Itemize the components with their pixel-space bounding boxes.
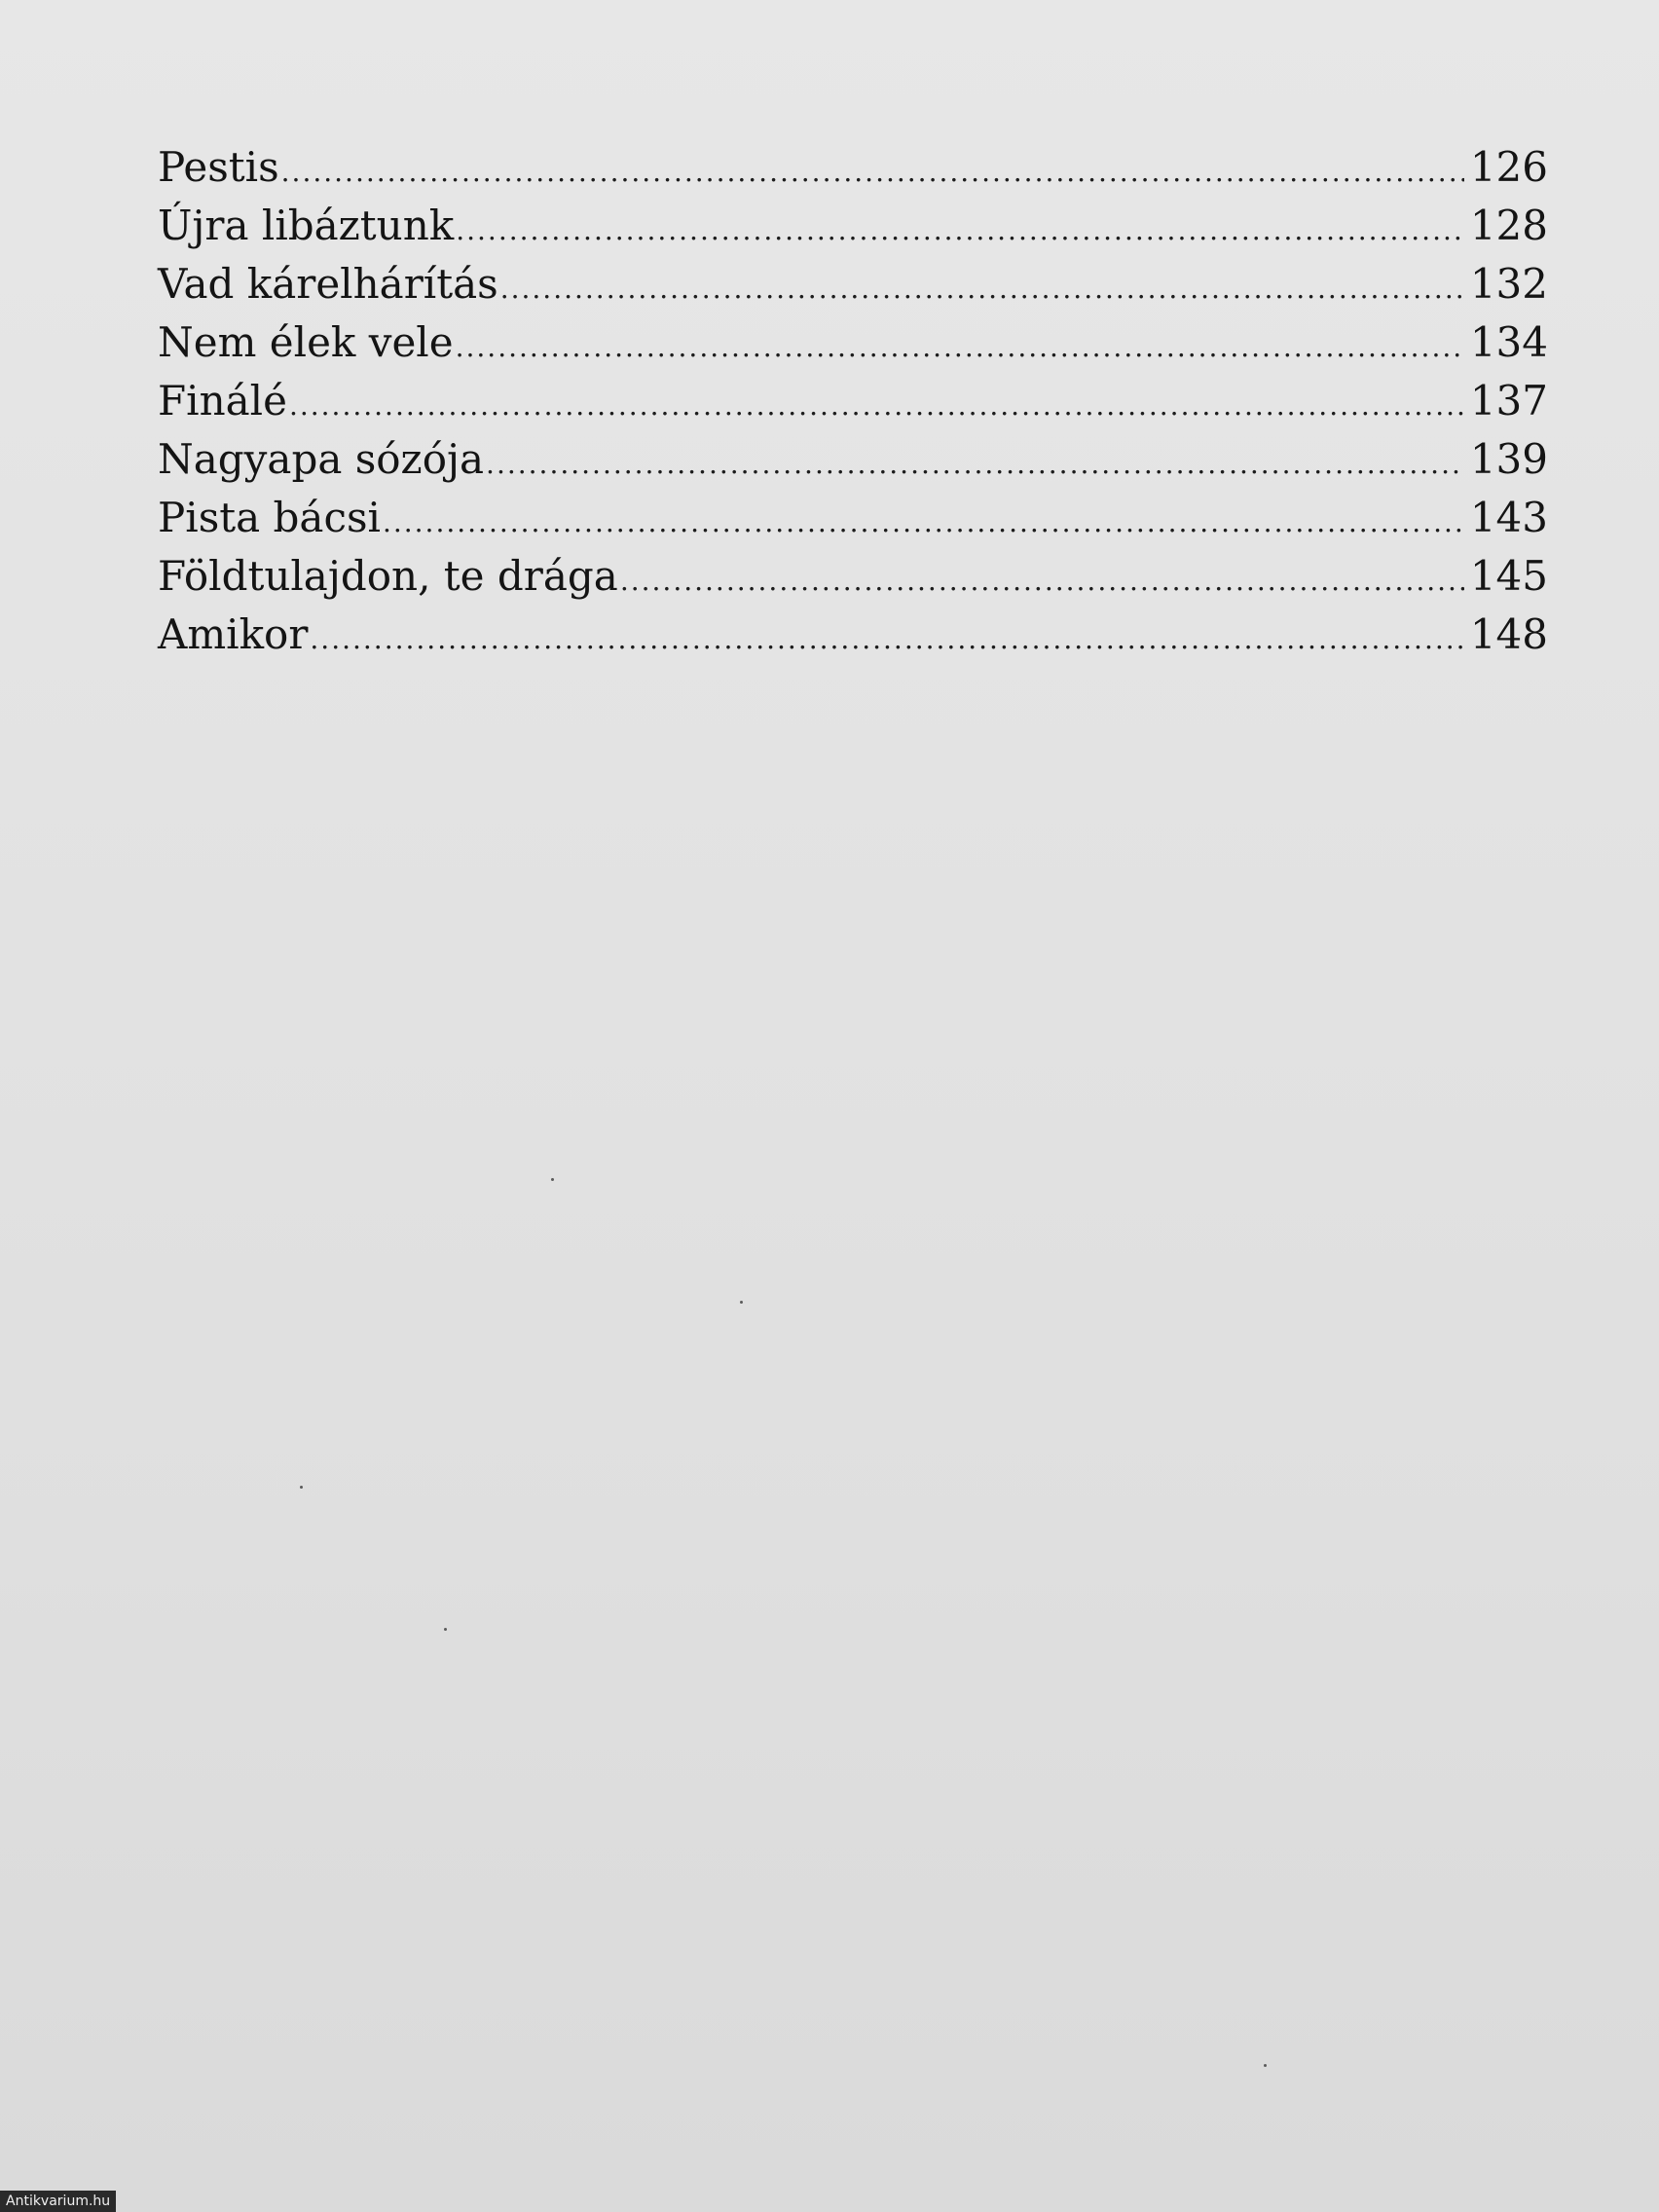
paper-speck <box>300 1486 303 1489</box>
toc-entry-page: 128 <box>1469 202 1548 249</box>
toc-entry-title: Pista bácsi <box>158 494 381 541</box>
toc-entry-page: 145 <box>1469 552 1548 600</box>
toc-leader-dots <box>289 377 1464 435</box>
toc-entry <box>158 255 1548 313</box>
toc-leader-dots <box>456 318 1464 377</box>
paper-speck <box>740 1301 743 1304</box>
paper-speck <box>551 1178 554 1181</box>
toc-leader-dots <box>281 143 1464 202</box>
table-of-contents <box>158 138 1548 664</box>
toc-entry-title: Pestis <box>158 143 279 191</box>
toc-entry-page: 137 <box>1469 377 1548 424</box>
toc-entry <box>158 372 1548 430</box>
toc-entry-page: 143 <box>1469 494 1548 541</box>
paper-speck <box>444 1628 447 1631</box>
toc-entry-title: Földtulajdon, te drága <box>158 552 618 600</box>
toc-entry-page: 132 <box>1469 260 1548 308</box>
toc-entry-page: 126 <box>1469 143 1548 191</box>
toc-entry-title: Újra libáztunk <box>158 202 455 249</box>
toc-entry-title: Finálé <box>158 377 287 424</box>
toc-leader-dots <box>620 552 1464 610</box>
toc-entry-title: Amikor <box>158 610 309 658</box>
toc-entry <box>158 138 1548 197</box>
toc-entry-page: 148 <box>1469 610 1548 658</box>
toc-entry <box>158 489 1548 547</box>
toc-entry-page: 139 <box>1469 435 1548 483</box>
toc-entry <box>158 197 1548 255</box>
toc-entry <box>158 547 1548 606</box>
toc-leader-dots <box>310 610 1463 669</box>
toc-entry-title: Vad kárelhárítás <box>158 260 498 308</box>
toc-entry <box>158 606 1548 664</box>
watermark-logo: Antikvarium.hu <box>0 2191 116 2212</box>
toc-leader-dots <box>500 260 1464 318</box>
toc-entry-page: 134 <box>1469 318 1548 366</box>
paper-speck <box>1264 2064 1267 2067</box>
toc-leader-dots <box>486 435 1464 494</box>
toc-leader-dots <box>383 494 1464 552</box>
toc-leader-dots <box>456 202 1464 260</box>
toc-entry <box>158 430 1548 489</box>
toc-entry <box>158 313 1548 372</box>
toc-entry-title: Nagyapa sózója <box>158 435 485 483</box>
toc-entry-title: Nem élek vele <box>158 318 454 366</box>
